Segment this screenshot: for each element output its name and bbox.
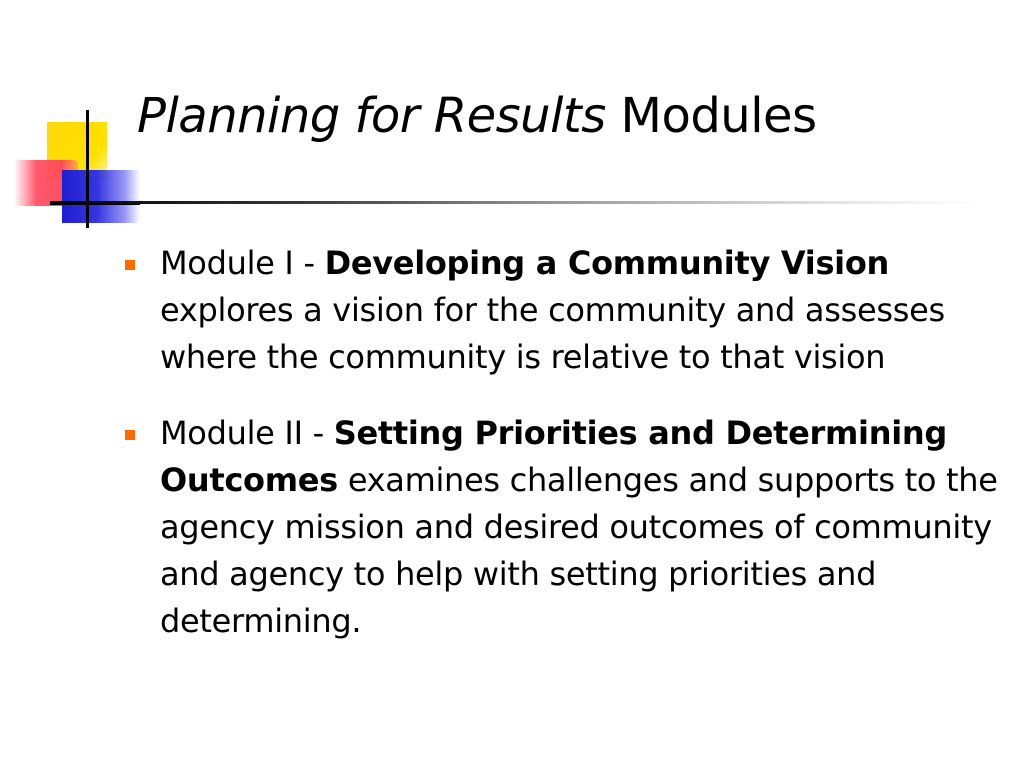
bullet-bold-title: Setting Priorities and Determining Outcomes	[160, 414, 947, 499]
vertical-line	[86, 110, 89, 228]
bullet-item-module-2	[121, 410, 1001, 645]
title-plain-part: Modules	[620, 88, 817, 144]
bullet-description: explores a vision for the community and assesses where the community is relative to that vision	[160, 291, 945, 376]
bullet-item-module-1	[121, 240, 1001, 381]
title-underline-rule	[50, 201, 980, 204]
bullet-marker-icon	[125, 260, 135, 270]
blue-square	[62, 170, 140, 223]
slide-title	[137, 86, 817, 146]
bullet-marker-icon	[125, 430, 135, 440]
title-italic-part: Planning for Results	[137, 88, 606, 144]
bullet-prefix: Module I -	[160, 244, 325, 282]
corner-decoration	[0, 100, 150, 240]
bullet-list	[121, 240, 1001, 674]
bullet-description: examines challenges and supports to the agency mission and desired outcomes of community and agency to help with setting priorities and determining.	[160, 461, 998, 640]
bullet-bold-title: Developing a Community Vision	[324, 244, 890, 282]
bullet-prefix: Module II -	[160, 414, 334, 452]
